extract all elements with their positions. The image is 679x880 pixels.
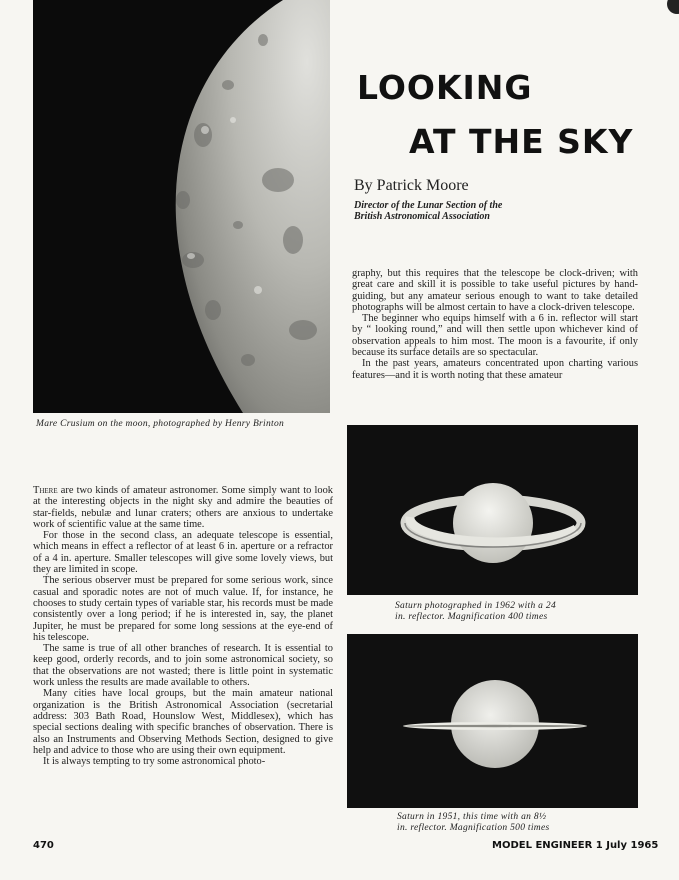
body-paragraph: The serious observer must be prepared for some serious work, since casual and sporadic notes are not of much value. If, for instance, he chooses to study certain types of variable star, his records must be made consistently over a long period; if he is interested in, say, the planet Jupiter, he must be prepared for some long sessions at the eye-end of his telescope. — [33, 575, 333, 643]
publication-footer: MODEL ENGINEER 1 July 1965 — [492, 840, 659, 851]
moon-photograph — [33, 0, 330, 413]
body-paragraph: For those in the second class, an adequate telescope is essential, which means in effect a reflector of at least 6 in. aperture or a refractor of a 4 in. aperture. Smaller telescopes will give some lovely views, but they are limited in scope. — [33, 530, 333, 576]
body-paragraph: Many cities have local groups, but the main amateur national organization is the British Astronomical Association (secretarial address: 303 Bath Road, Hounslow West, Middlesex), which has special sections dealing with specific branches of observation. There is also an Instruments and Observing Methods Section, designed to give help and advice to those who are using their own equipment. — [33, 688, 333, 756]
affiliation-line-2: British Astronomical Association — [354, 211, 490, 222]
body-paragraph: The beginner who equips himself with a 6 in. reflector will start by “ looking round,” and will then settle upon whichever kind of observation appeals to him most. The moon is a favourite, if only because its surface details are so spectacular. — [352, 313, 638, 359]
drop-lead-word: There — [33, 485, 58, 496]
title-line-1: LOOKING — [357, 68, 533, 107]
page-number: 470 — [33, 840, 54, 851]
byline: By Patrick Moore — [354, 177, 469, 194]
moon-caption: Mare Crusium on the moon, photographed by Henry Brinton — [36, 419, 285, 429]
saturn-photograph-1962 — [347, 425, 638, 595]
body-paragraph: There are two kinds of amateur astronomer. Some simply want to look at the interesting objects in the night sky and admire the beauties of star-fields, nebulæ and lunar craters; others are anxious to undertake work of scientific value at the same time. — [33, 485, 333, 530]
saturn-photograph-1951 — [347, 634, 638, 808]
body-paragraph: The same is true of all other branches of research. It is essential to keep good, orderly records, and to join some astronomical society, so that the observations are not wasted; there is little point in systematic work unless the results are made available to others. — [33, 643, 333, 689]
body-paragraph: In the past years, amateurs concentrated upon charting various features—and it is worth noting that these amateur — [352, 358, 638, 381]
right-column-text — [352, 268, 638, 381]
affiliation-line-1: Director of the Lunar Section of the — [354, 200, 503, 211]
body-paragraph: It is always tempting to try some astronomical photo- — [43, 756, 266, 768]
left-column-text — [33, 485, 333, 767]
body-paragraph: graphy, but this requires that the telescope be clock-driven; with great care and skill it is possible to take useful pictures by hand-guiding, but any amateur serious enough to want to take detailed photographs will be almost certain to have a clock-driven telescope. — [352, 268, 638, 313]
saturn-1962-caption: Saturn photographed in 1962 with a 24 in. reflector. Magnification 400 times — [395, 601, 556, 622]
scan-corner-mark — [667, 0, 679, 14]
title-line-2: AT THE SKY — [409, 122, 634, 161]
author-affiliation — [354, 200, 502, 222]
saturn-1951-caption: Saturn in 1951, this time with an 8½ in. reflector. Magnification 500 times — [397, 812, 550, 833]
